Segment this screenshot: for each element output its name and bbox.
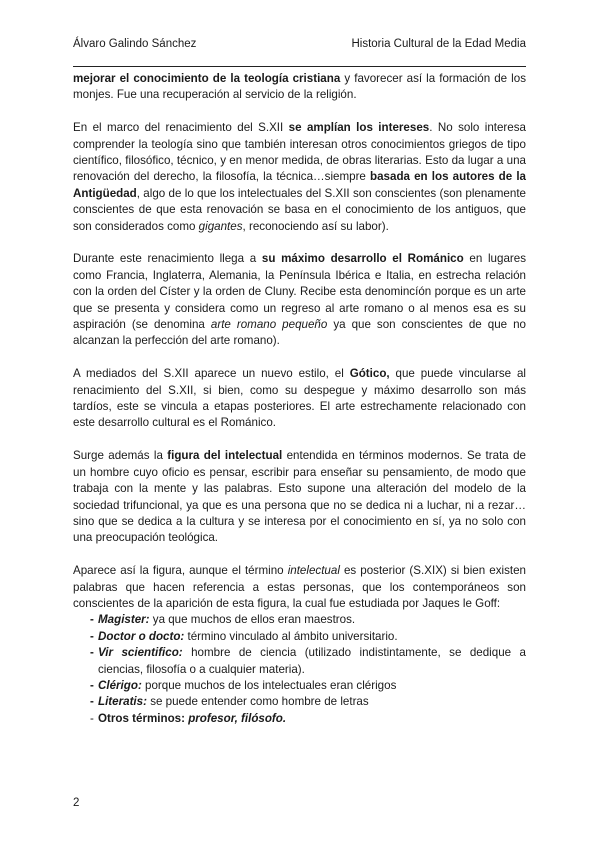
list-item: - Literatis: se puede entender como hombre de letras — [73, 694, 526, 710]
paragraph-2: En el marco del renacimiento del S.XII se amplían los intereses. No solo interesa comprender la teología sino que también interesan otros conocimientos griegos de tipo científico, filosófico, técnico, y en menor medida, de obras literarias. Esto da lugar a una renovación del derecho, la filosofía, la técnica…siempre basada en los autores de la Antigüedad, algo de lo que los intelectuales del S.XII son conscientes (son plenamente conscientes de que esta renovación se basa en el conocimiento de los antiguos, que son considerados como gigantes, reconociendo así su labor). — [73, 121, 526, 233]
list-item: - Vir scientifico: hombre de ciencia (utilizado indistintamente, se dedique a ciencias, filosofía o a cualquier materia). — [90, 646, 526, 676]
paragraph-6: Aparece así la figura, aunque el término intelectual es posterior (S.XIX) si bien existen palabras que hacen referencia a estas personas, que los contemporáneos son conscientes de la aparición de esta figura, la cual fue estudiada por Jaques le Goff: — [73, 564, 527, 610]
paragraph-3: Durante este renacimiento llega a su máximo desarrollo el Románico en lugares como Francia, Inglaterra, Alemania, la Península Ibérica e Italia, en estrecha relación con la orden del Císter y la orden de Cluny. Recibe esta denomincíón porque es un arte que se presenta y considera como un regreso al arte romano o al menos esa es su aspiración (se denomina arte romano pequeño ya que son conscientes de que no alcanzan la perfección del arte romano). — [73, 252, 526, 348]
bold-phrase: Gótico, — [349, 367, 390, 381]
list-item: - Doctor o docto: término vinculado al ámbito universitario. — [73, 629, 526, 645]
bold-phrase: figura del intelectual — [167, 449, 283, 463]
term-name: Magister: — [98, 613, 150, 627]
list-item: - Magister: ya que muchos de ellos eran maestros. — [73, 612, 526, 628]
list-item — [73, 711, 526, 727]
term-name: Doctor o docto: — [98, 629, 185, 643]
term-name: Vir scientifico: — [98, 646, 183, 660]
bold-phrase: basada en los autores de la Antigüedad — [73, 170, 526, 200]
paragraph-5: Surge además la figura del intelectual entendida en términos modernos. Se trata de un hombre cuyo oficio es pensar, escribir para enseñar su pensamiento, de modo que trabaja con la mente y las palabras. Esto supone una alteración del modelo de la sociedad trifuncional, ya que es una persona que no se dedica ni a luchar, ni a rezar…sino que se dedica a la cultura y se interesa por el conocimiento en sí, ya no solo con una preocupación teológica. — [73, 449, 526, 545]
bullet-dash: - — [90, 646, 94, 660]
page-number: 2 — [73, 797, 80, 809]
italic-phrase: arte romano pequeño — [210, 318, 328, 332]
paragraph-4: A mediados del S.XII aparece un nuevo estilo, el Gótico, que puede vincularse al renacimiento del S.XII, si bien, como su despegue y máximo desarrollo son más tardíos, este se vincula a etapas posteriores. El arte estrechamente relacionado con este desarrollo cultural es el Románico. — [73, 367, 526, 430]
header-course-title: Historia Cultural de la Edad Media — [351, 38, 526, 50]
bold-phrase: su máximo desarrollo el Románico — [261, 252, 464, 266]
italic-phrase: gigantes — [198, 219, 243, 233]
document-body — [73, 71, 526, 727]
bold-phrase: se amplían los intereses — [288, 121, 430, 135]
italic-phrase: intelectual — [287, 564, 340, 578]
term-name: Literatis: — [98, 695, 147, 709]
bullet-dash: - — [90, 711, 94, 725]
bullet-dash: - — [90, 695, 94, 709]
terms-list — [73, 612, 526, 727]
term-name: profesor, filósofo. — [188, 711, 287, 725]
header-author: Álvaro Galindo Sánchez — [73, 38, 197, 50]
page-header — [73, 38, 526, 67]
bullet-dash: - — [90, 629, 94, 643]
bullet-dash: - — [90, 613, 94, 627]
bold-phrase: mejorar el conocimiento de la teología cristiana — [73, 72, 341, 85]
term-label: Otros términos: — [98, 711, 189, 725]
bullet-dash: - — [90, 678, 94, 692]
list-item: - Clérigo: porque muchos de los intelectuales eran clérigos — [73, 678, 526, 694]
paragraph-1: mejorar el conocimiento de la teología cristiana y favorecer así la formación de los monjes. Fue una recuperación al servicio de la religión. — [73, 72, 526, 102]
term-name: Clérigo: — [98, 678, 142, 692]
